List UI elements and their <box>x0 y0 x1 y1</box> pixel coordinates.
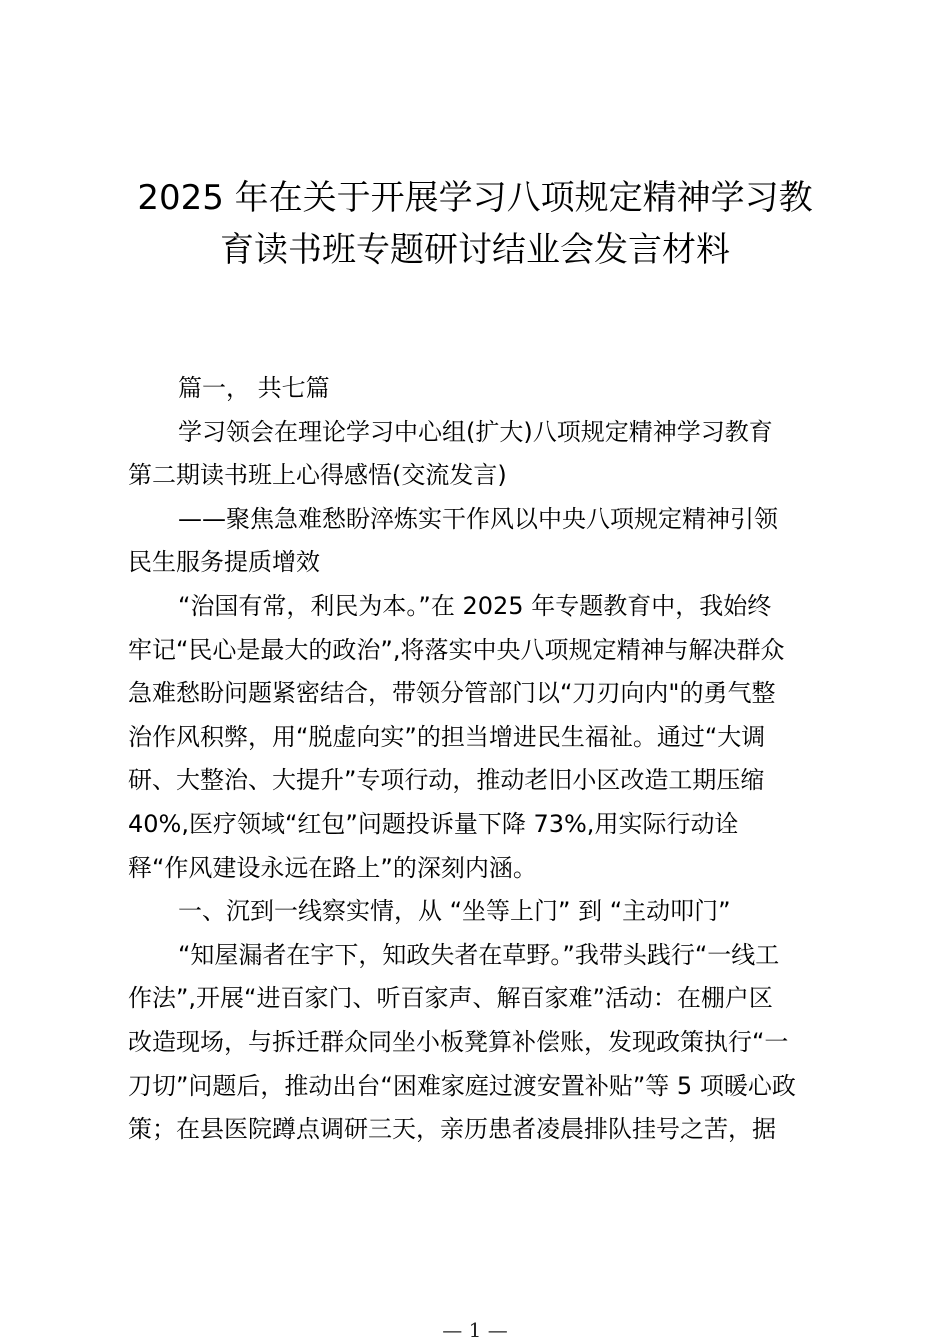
body-line: 40%,医疗领域“红包”问题投诉量下降 73%,用实际行动诠 <box>128 809 739 838</box>
body-line: 策；在县医院蹲点调研三天，亲历患者凌晨排队挂号之苦，据 <box>128 1115 776 1144</box>
body-line: 一、沉到一线察实情，从 “坐等上门” 到 “主动叩门” <box>178 897 731 926</box>
body-line: 急难愁盼问题紧密结合，带领分管部门以“刀刃向内"的勇气整 <box>128 679 776 708</box>
body-line: 牢记“民心是最大的政治”,将落实中央八项规定精神与解决群众 <box>128 635 785 664</box>
body-line: 第二期读书班上心得感悟(交流发言) <box>128 461 507 490</box>
title-line-2: 育读书班专题研讨结业会发言材料 <box>220 230 730 270</box>
body-line: 作法”,开展“进百家门、听百家声、解百家难”活动：在棚户区 <box>128 984 773 1013</box>
body-line: 改造现场，与拆迁群众同坐小板凳算补偿账，发现政策执行“一 <box>128 1027 789 1056</box>
body-line: 治作风积弊，用“脱虚向实”的担当增进民生福祉。通过“大调 <box>128 722 766 751</box>
body-line: “知屋漏者在宇下，知政失者在草野。”我带头践行“一线工 <box>178 940 780 969</box>
body-line: 篇一， 共七篇 <box>178 374 330 402</box>
body-line: 刀切”问题后，推动出台“困难家庭过渡安置补贴”等 5 项暖心政 <box>128 1071 796 1100</box>
body-line: 民生服务提质增效 <box>128 548 320 577</box>
title-line-1: 2025 年在关于开展学习八项规定精神学习教 <box>137 178 813 218</box>
document-body <box>128 367 836 1152</box>
body-line: 研、大整治、大提升”专项行动，推动老旧小区改造工期压缩 <box>128 766 765 795</box>
body-line: ——聚焦急难愁盼淬炼实干作风以中央八项规定精神引领 <box>178 504 778 533</box>
body-line: 释“作风建设永远在路上”的深刻内涵。 <box>128 853 537 882</box>
body-line: 学习领会在理论学习中心组(扩大)八项规定精神学习教育 <box>178 417 773 446</box>
body-line: “治国有常，利民为本。”在 2025 年专题教育中，我始终 <box>178 591 772 620</box>
page-number: — 1 — <box>442 1318 508 1342</box>
document-title <box>110 172 840 276</box>
